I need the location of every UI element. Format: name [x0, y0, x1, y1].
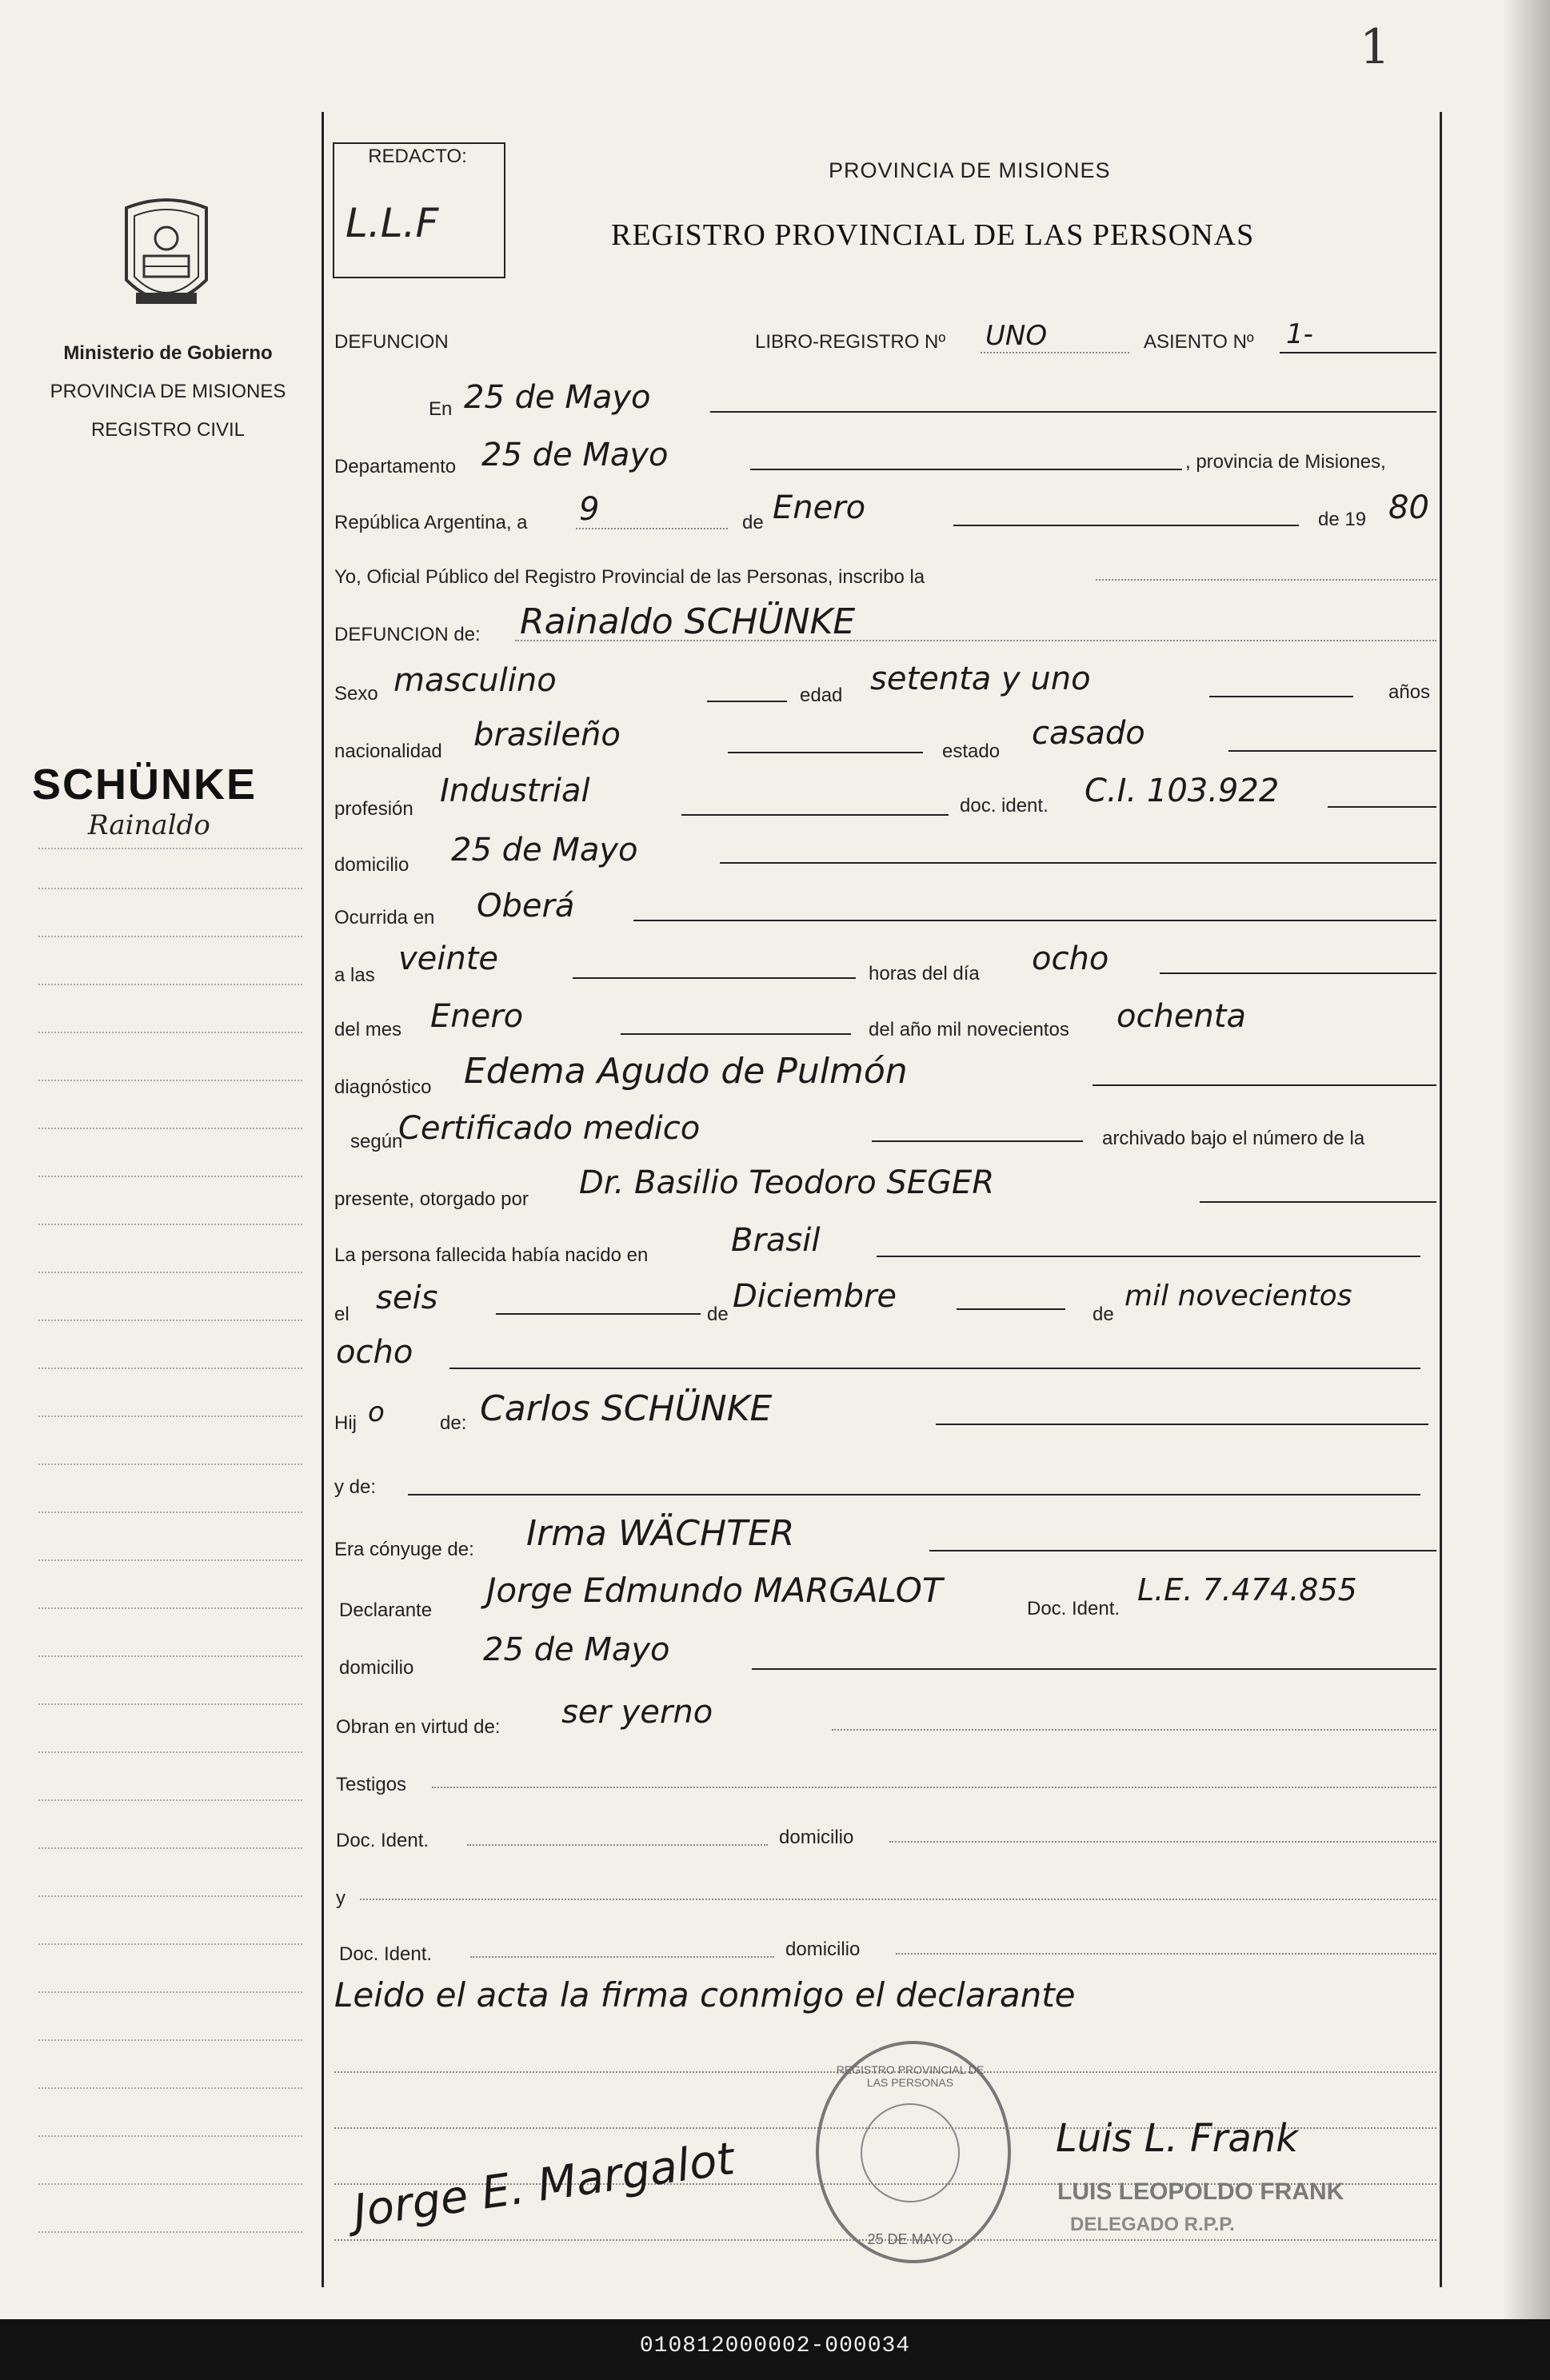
- mes-line: [953, 525, 1299, 526]
- continuation-value: ocho: [336, 1334, 413, 1371]
- testigo1-domicilio-label: domicilio: [779, 1827, 854, 1848]
- nacido-value: Brasil: [731, 1222, 821, 1259]
- declarante-domicilio-value: 25 de Mayo: [483, 1631, 670, 1668]
- del-anio-value: ochenta: [1117, 998, 1246, 1035]
- margin-surname: SCHÜNKE: [32, 761, 258, 809]
- yo-label: Yo, Oficial Público del Registro Provincial de las Personas, inscribo la: [334, 566, 925, 588]
- stamp-emblem-icon: [861, 2103, 960, 2202]
- right-frame-line: [1440, 112, 1442, 2287]
- continuation-line: [449, 1368, 1420, 1369]
- obran-line: [832, 1729, 1436, 1731]
- diagnostico-label: diagnóstico: [334, 1076, 432, 1098]
- conyuge-label: Era cónyuge de:: [334, 1539, 474, 1560]
- closing-note: Leido el acta la firma conmigo el declarante: [334, 1975, 1076, 2015]
- left-frame-line: [322, 112, 324, 2287]
- declarante-label: Declarante: [339, 1599, 433, 1621]
- el-value: seis: [376, 1280, 438, 1316]
- header-province: PROVINCIA DE MISIONES: [829, 158, 1111, 182]
- anio-label: de 19: [1318, 509, 1367, 530]
- testigo2-line: [360, 1899, 1436, 1900]
- deceased-line: [515, 640, 1436, 641]
- conyuge-value: Irma WÄCHTER: [526, 1513, 795, 1554]
- sexo-label: Sexo: [334, 683, 378, 705]
- declarante-doc-value: L.E. 7.474.855: [1137, 1572, 1357, 1607]
- del-mes-line: [621, 1033, 851, 1035]
- domicilio-value: 25 de Mayo: [451, 832, 638, 869]
- redacto-label: REDACTO:: [368, 146, 467, 167]
- en-line: [710, 411, 1436, 413]
- testigo2-doc-label: Doc. Ident.: [339, 1943, 433, 1965]
- registry-label: REGISTRO CIVIL: [90, 419, 246, 441]
- mes-value: Enero: [773, 489, 866, 526]
- defuncion-de-label: DEFUNCION de:: [334, 624, 481, 645]
- record-type-label: DEFUNCION: [334, 331, 449, 353]
- officer-signature: Luis L. Frank: [1056, 2116, 1298, 2161]
- profesion-value: Industrial: [440, 773, 590, 809]
- departamento-label: Departamento: [334, 456, 457, 477]
- ocurrida-label: Ocurrida en: [334, 907, 435, 928]
- archivado-label: archivado bajo el número de la: [1102, 1128, 1365, 1149]
- officer-name: LUIS LEOPOLDO FRANK: [1057, 2178, 1344, 2205]
- republica-label: República Argentina, a: [334, 512, 528, 533]
- doc-ident-label: doc. ident.: [960, 795, 1049, 817]
- diagnostico-line: [1093, 1084, 1436, 1086]
- domicilio-line: [720, 862, 1436, 864]
- testigo2-domicilio-label: domicilio: [785, 1939, 861, 1960]
- del-mes-label: del mes: [334, 1019, 402, 1040]
- stamp-center-text: 25 DE MAYO: [867, 2231, 953, 2247]
- de2-label: de: [707, 1304, 729, 1325]
- hij-value: o: [368, 1396, 385, 1428]
- en-label: En: [429, 398, 453, 420]
- estado-line: [1228, 750, 1436, 752]
- nacionalidad-line: [728, 752, 923, 753]
- asiento-value: 1-: [1286, 318, 1313, 350]
- edad-line: [1209, 696, 1353, 697]
- dia-line: [576, 528, 728, 529]
- a-las-label: a las: [334, 964, 375, 986]
- testigo1-domicilio-line: [889, 1841, 1436, 1843]
- de3-label: de: [1093, 1304, 1114, 1325]
- ministry-label: Ministerio de Gobierno: [63, 342, 273, 364]
- margin-given-name: Rainaldo: [88, 809, 210, 841]
- province-label: PROVINCIA DE MISIONES: [50, 381, 286, 402]
- y-de-label: y de:: [334, 1476, 377, 1498]
- estado-label: estado: [942, 741, 1001, 762]
- edad-value: setenta y uno: [870, 661, 1091, 697]
- y-label: y: [336, 1887, 346, 1909]
- hij-de-label: de:: [440, 1412, 467, 1434]
- segun-label: según: [350, 1131, 403, 1152]
- libro-line: [981, 352, 1129, 353]
- obran-value: ser yerno: [561, 1694, 713, 1731]
- segun-line: [872, 1140, 1083, 1142]
- archive-code: 010812000002-000034: [639, 2334, 911, 2358]
- presente-line: [1200, 1201, 1436, 1203]
- doc-ident-line: [1328, 806, 1436, 808]
- testigo1-doc-label: Doc. Ident.: [336, 1830, 429, 1851]
- anios-label: años: [1388, 681, 1431, 703]
- ocurrida-value: Oberá: [477, 888, 575, 924]
- header-title: REGISTRO PROVINCIAL DE LAS PERSONAS: [611, 218, 1255, 252]
- edad-label: edad: [800, 685, 843, 706]
- testigos-line: [432, 1787, 1436, 1788]
- officer-title: DELEGADO R.P.P.: [1070, 2214, 1235, 2235]
- segun-value: Certificado medico: [398, 1110, 701, 1147]
- en-value: 25 de Mayo: [464, 379, 651, 416]
- libro-label: LIBRO-REGISTRO Nº: [755, 331, 946, 353]
- asiento-label: ASIENTO Nº: [1144, 331, 1254, 353]
- anio-value: 80: [1388, 489, 1429, 526]
- provincia-label: , provincia de Misiones,: [1185, 451, 1386, 473]
- sexo-value: masculino: [393, 662, 557, 699]
- doc-ident-value: C.I. 103.922: [1085, 773, 1280, 809]
- profesion-line: [681, 814, 949, 816]
- declarante-doc-label: Doc. Ident.: [1027, 1598, 1121, 1619]
- nacido-label: La persona fallecida había nacido en: [334, 1244, 649, 1266]
- testigos-label: Testigos: [336, 1774, 407, 1795]
- mother-line: [408, 1494, 1420, 1495]
- nacido-line: [877, 1256, 1420, 1257]
- horas-value: ocho: [1032, 940, 1109, 977]
- a-las-value: veinte: [398, 940, 499, 977]
- presente-label: presente, otorgado por: [334, 1188, 529, 1210]
- asiento-line: [1280, 352, 1436, 353]
- libro-value: UNO: [985, 320, 1048, 352]
- obran-label: Obran en virtud de:: [336, 1716, 501, 1738]
- yo-line: [1096, 579, 1436, 581]
- declarante-domicilio-line: [752, 1668, 1436, 1670]
- page-number: 1: [1360, 19, 1391, 75]
- sexo-line: [707, 701, 787, 702]
- father-line: [936, 1424, 1428, 1425]
- profesion-label: profesión: [334, 798, 413, 820]
- ocurrida-line: [633, 920, 1436, 921]
- el-label: el: [334, 1304, 350, 1325]
- horas-line: [1160, 972, 1436, 974]
- diagnostico-value: Edema Agudo de Pulmón: [464, 1051, 908, 1092]
- testigo2-doc-line: [470, 1956, 774, 1958]
- declarant-signature: Jorge E. Margalot: [350, 2132, 738, 2238]
- declarante-value: Jorge Edmundo MARGALOT: [486, 1571, 943, 1610]
- nacionalidad-value: brasileño: [473, 717, 621, 753]
- el-line: [496, 1313, 701, 1315]
- stamp-ring-text: REGISTRO PROVINCIAL DE LAS PERSONAS: [836, 2063, 985, 2089]
- de-label: de: [742, 512, 764, 533]
- province-seal-icon: [118, 192, 214, 320]
- horas-label: horas del día: [869, 963, 980, 984]
- conyuge-line: [929, 1550, 1436, 1551]
- hij-label: Hij: [334, 1412, 357, 1434]
- departamento-value: 25 de Mayo: [481, 437, 669, 473]
- de2-line: [957, 1308, 1065, 1310]
- de2-value: Diciembre: [733, 1278, 897, 1315]
- de3-value: mil novecientos: [1125, 1280, 1352, 1312]
- a-las-line: [573, 977, 856, 979]
- departamento-line: [750, 469, 1182, 470]
- testigo1-doc-line: [467, 1844, 768, 1846]
- declarante-domicilio-label: domicilio: [339, 1657, 414, 1679]
- deceased-name: Rainaldo SCHÜNKE: [520, 601, 856, 642]
- dia-value: 9: [579, 491, 600, 528]
- estado-value: casado: [1032, 715, 1145, 752]
- del-anio-label: del año mil novecientos: [869, 1019, 1069, 1040]
- redacto-value: L.L.F: [346, 200, 439, 246]
- father-name: Carlos SCHÜNKE: [480, 1388, 773, 1429]
- domicilio-label: domicilio: [334, 854, 409, 876]
- nacionalidad-label: nacionalidad: [334, 741, 442, 762]
- presente-value: Dr. Basilio Teodoro SEGER: [579, 1164, 995, 1201]
- del-mes-value: Enero: [430, 998, 524, 1035]
- testigo2-domicilio-line: [896, 1953, 1436, 1955]
